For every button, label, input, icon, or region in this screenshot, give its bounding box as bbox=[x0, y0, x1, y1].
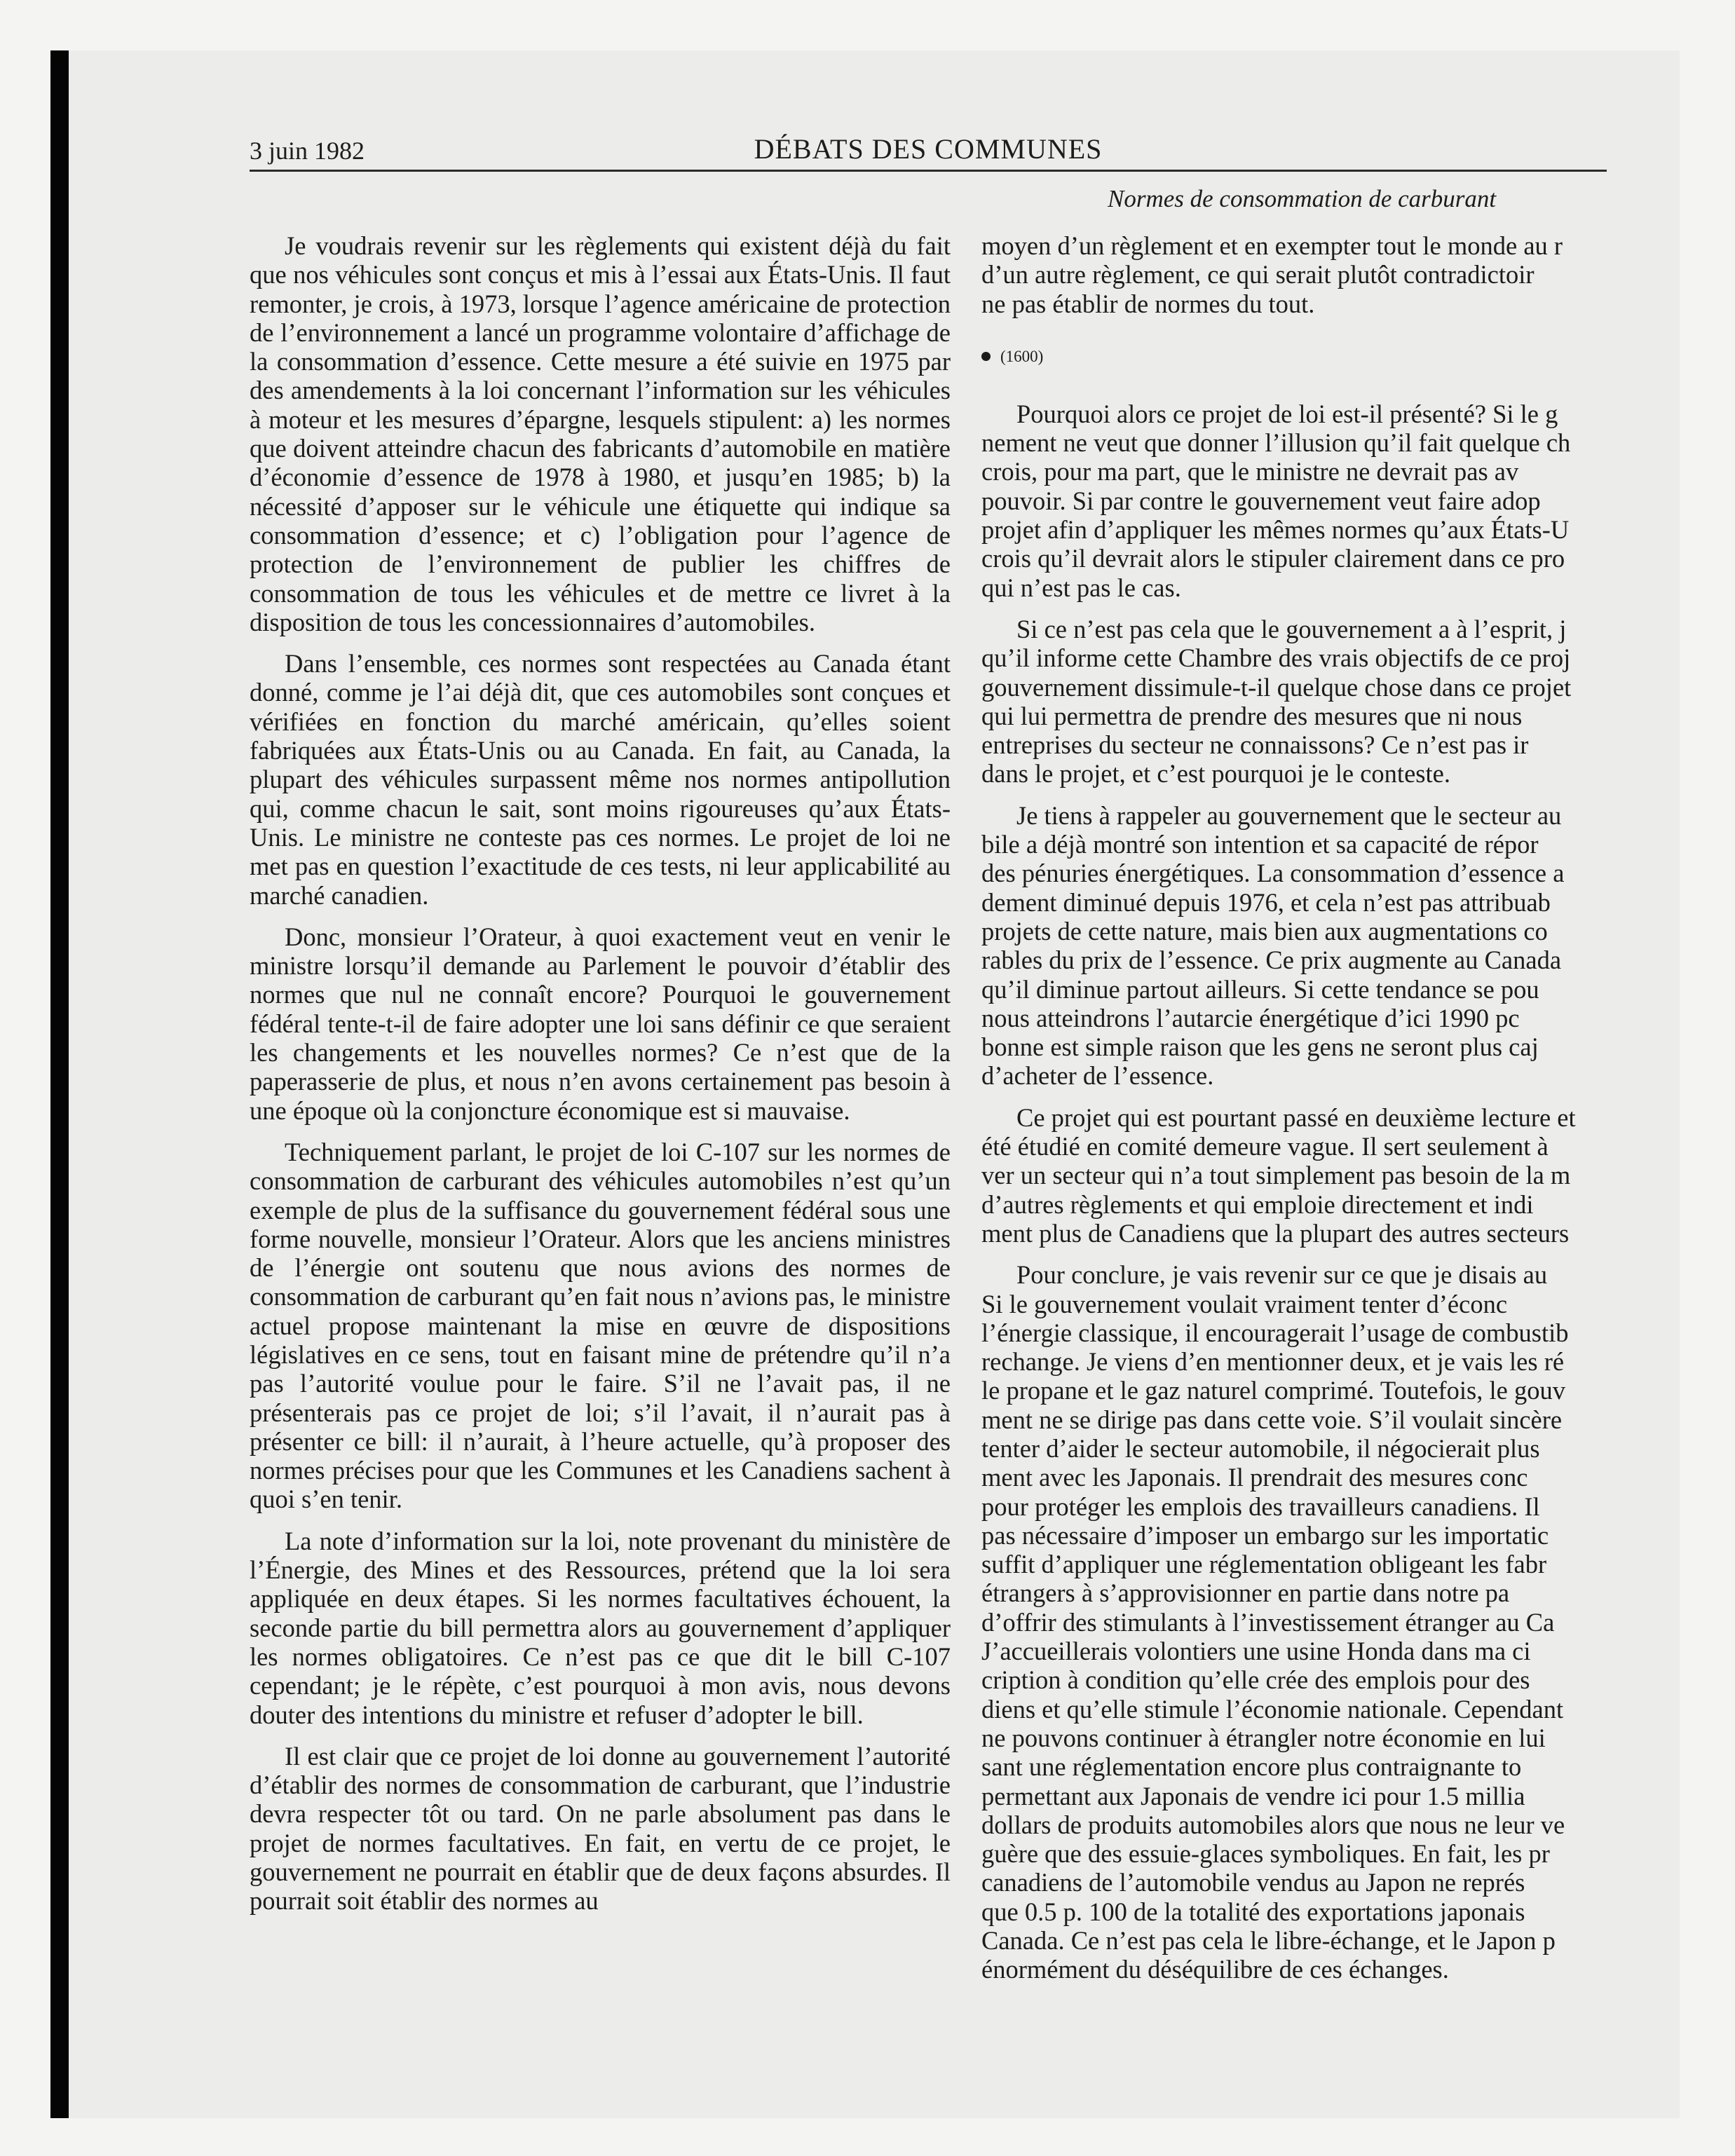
paragraph: Dans l’ensemble, ces normes sont respectées au Canada étant donné, comme je l’ai déjà dit, que ces automobiles sont conçues et vérifiées en fonction du marché américain, qu’elles soient fabriquées aux États-Unis ou au Canada. En fait, au Canada, la plupart des véhicules surpassent même nos normes antipollution qui, comme chacun le sait, sont moins rigoureuses qu’aux États-Unis. Le ministre ne conteste pas ces normes. Le projet de loi ne met pas en question l’exactitude de ces tests, ni leur applicabilité au marché canadien. bbox=[250, 649, 951, 910]
paragraph: Je voudrais revenir sur les règlements qui existent déjà du fait que nos véhicules sont conçus et mis à l’essai aux États-Unis. Il faut remonter, je crois, à 1973, lorsque l’agence américaine de protection de l’environnement a lancé un programme volontaire d’affichage de la consommation d’essence. Cette mesure a été suivie en 1975 par des amendements à la loi concernant l’information sur les véhicules à moteur et les mesures d’épargne, lesquels stipulent: a) les normes que doivent atteindre chacun des fabricants d’automobile en matière d’économie d’essence de 1978 à 1980, et jusqu’en 1985; b) la nécessité d’apposer sur le véhicule une étiquette qui indique sa consommation d’essence; et c) l’obligation pour l’agence de protection de l’environnement de publier les chiffres de consommation de tous les véhicules et de mettre ce livret à la disposition de tous les concessionnaires d’automobiles. bbox=[250, 231, 951, 636]
text-line: dement diminué depuis 1976, et cela n’est pas attribuab bbox=[981, 887, 1551, 917]
text-line: canadiens de l’automobile vendus au Japon ne représ bbox=[981, 1868, 1525, 1897]
text-line: dans le projet, et c’est pourquoi je le conteste. bbox=[981, 759, 1450, 789]
text-line: cription à condition qu’elle crée des emplois pour des bbox=[981, 1665, 1530, 1695]
text-line: crois qu’il devrait alors le stipuler clairement dans ce pro bbox=[981, 544, 1565, 573]
text-line: J’accueillerais volontiers une usine Honda dans ma ci bbox=[981, 1637, 1531, 1666]
text-line: sant une réglementation encore plus contraignante to bbox=[981, 1752, 1522, 1782]
text-line: ver un secteur qui n’a tout simplement pas besoin de la m bbox=[981, 1161, 1571, 1190]
text-line: Pour conclure, je vais revenir sur ce que je disais au bbox=[1016, 1260, 1548, 1290]
text-line: ment plus de Canadiens que la plupart des autres secteurs bbox=[981, 1218, 1570, 1248]
text-line: d’un autre règlement, ce qui serait plutôt contradictoir bbox=[981, 260, 1535, 289]
text-line: entreprises du secteur ne connaissons? Ce n’est pas ir bbox=[981, 730, 1529, 760]
text-line: des pénuries énergétiques. La consommation d’essence a bbox=[981, 859, 1565, 888]
text-line: Si le gouvernement voulait vraiment tenter d’éconc bbox=[981, 1289, 1508, 1318]
text-line: qu’il informe cette Chambre des vrais objectifs de ce proj bbox=[981, 643, 1571, 673]
text-line: suffit d’appliquer une réglementation obligeant les fabr bbox=[981, 1550, 1547, 1579]
header-journal-title: DÉBATS DES COMMUNES bbox=[754, 133, 1103, 165]
text-line: dollars de produits automobiles alors que nous ne leur ve bbox=[981, 1810, 1565, 1839]
text-line: projet afin d’appliquer les mêmes normes qu’aux États-U bbox=[981, 515, 1570, 545]
text-line: que 0.5 p. 100 de la totalité des exportations japonais bbox=[981, 1897, 1525, 1926]
paragraph bbox=[981, 1103, 1607, 1248]
paragraph bbox=[981, 1260, 1607, 1984]
text-line: Canada. Ce n’est pas cela le libre-échange, et le Japon p bbox=[981, 1926, 1556, 1956]
text-line: rechange. Je viens d’en mentionner deux, et je vais les ré bbox=[981, 1347, 1565, 1377]
text-line: Je tiens à rappeler au gouvernement que le secteur au bbox=[1016, 800, 1562, 830]
text-line: tenter d’aider le secteur automobile, il négocierait plus bbox=[981, 1433, 1540, 1463]
timestamp-marker bbox=[981, 346, 1607, 367]
header-date: 3 juin 1982 bbox=[250, 137, 365, 165]
text-line: projets de cette nature, mais bien aux augmentations co bbox=[981, 916, 1548, 946]
text-line: qu’il diminue partout ailleurs. Si cette tendance se pou bbox=[981, 974, 1539, 1004]
text-line: nous atteindrons l’autarcie énergétique d’ici 1990 pc bbox=[981, 1003, 1520, 1032]
paragraph: Techniquement parlant, le projet de loi C-107 sur les normes de consommation de carburant des véhicules automobiles n’est qu’un exemple de plus de la suffisance du gouvernement fédéral sous une forme nouvelle, monsieur l’Orateur. Alors que les anciens ministres de l’énergie ont soutenu que nous avions des normes de consommation de carburant qu’en fait nous n’avions pas, le ministre actuel propose maintenant la mise en œuvre de dispositions législatives en ce sens, tout en faisant mine de prétendre qu’il n’a pas l’autorité voulue pour le faire. S’il ne l’avait pas, il ne présenterais pas ce projet de loi; s’il l’avait, il n’aurait pas à présenter ce bill: il n’aurait, à l’heure actuelle, qu’à proposer des normes précises pour que les Communes et les Canadiens sachent à quoi s’en tenir. bbox=[250, 1137, 951, 1514]
header-subject: Normes de consommation de carburant bbox=[1108, 185, 1497, 212]
paragraph bbox=[981, 400, 1607, 602]
paragraph: La note d’information sur la loi, note provenant du ministère de l’Énergie, des Mines et des Ressources, prétend que la loi sera appliquée en deux étapes. Si les normes facultatives échouent, la seconde partie du bill permettra alors au gouvernement d’appliquer les normes obligatoires. Ce n’est pas ce que dit le bill C-107 cependant; je le répète, c’est pourquoi à mon avis, nous devons douter des intentions du ministre et refuser d’adopter le bill. bbox=[250, 1526, 951, 1729]
text-line: pas nécessaire d’imposer un embargo sur les importatic bbox=[981, 1520, 1549, 1550]
text-line: Si ce n’est pas cela que le gouvernement a à l’esprit, j bbox=[1016, 614, 1567, 643]
text-line: ne pas établir de normes du tout. bbox=[981, 289, 1315, 318]
text-line: crois, pour ma part, que le ministre ne devrait pas av bbox=[981, 457, 1519, 486]
continuation-paragraph bbox=[981, 231, 1607, 318]
right-column bbox=[981, 231, 1607, 2082]
text-line: diens et qu’elle stimule l’économie nationale. Cependant bbox=[981, 1694, 1564, 1724]
text-line: d’offrir des stimulants à l’investissement étranger au Ca bbox=[981, 1607, 1555, 1637]
page-header bbox=[250, 133, 1607, 172]
text-line: qui lui permettra de prendre des mesures que ni nous bbox=[981, 701, 1523, 730]
text-line: Ce projet qui est pourtant passé en deuxième lecture et bbox=[1016, 1103, 1576, 1132]
text-line: nement ne veut que donner l’illusion qu’il fait quelque ch bbox=[981, 428, 1571, 458]
text-line: pouvoir. Si par contre le gouvernement veut faire adop bbox=[981, 486, 1541, 515]
timestamp-text: (1600) bbox=[1000, 347, 1044, 365]
scan-edge-bar bbox=[50, 50, 69, 2118]
text-line: énormément du déséquilibre de ces échanges. bbox=[981, 1955, 1449, 1984]
text-line: l’énergie classique, il encouragerait l’usage de combustib bbox=[981, 1318, 1569, 1347]
right-paragraphs bbox=[981, 400, 1607, 1984]
left-column bbox=[250, 231, 951, 1928]
text-line: qui n’est pas le cas. bbox=[981, 573, 1181, 602]
paragraph: Il est clair que ce projet de loi donne au gouvernement l’autorité d’établir des normes de consommation de carburant, que l’industrie devra respecter tôt ou tard. On ne parle absolument pas dans le projet de normes facultatives. En fait, en vertu de ce projet, le gouvernement ne pourrait en établir que de deux façons absurdes. Il pourrait soit établir des normes au bbox=[250, 1741, 951, 1916]
text-line: Pourquoi alors ce projet de loi est-il présenté? Si le g bbox=[1016, 399, 1558, 428]
paragraph: Donc, monsieur l’Orateur, à quoi exactement veut en venir le ministre lorsqu’il demande au Parlement le pouvoir d’établir des normes que nul ne connaît encore? Pourquoi le gouvernement fédéral tente-t-il de faire adopter une loi sans définir ce que seraient les changements et les nouvelles normes? Ce n’est que de la paperasserie de plus, et nous n’en avons certainement pas besoin à une époque où la conjoncture économique est si mauvaise. bbox=[250, 922, 951, 1125]
text-line: bile a déjà montré son intention et sa capacité de répor bbox=[981, 830, 1539, 859]
text-line: guère que des essuie-glaces symboliques. En fait, les pr bbox=[981, 1839, 1550, 1869]
paragraph bbox=[981, 615, 1607, 789]
text-line: ment ne se dirige pas dans cette voie. S’il voulait sincère bbox=[981, 1405, 1563, 1434]
text-line: ne pouvons continuer à étrangler notre économie en lui bbox=[981, 1723, 1546, 1752]
text-line: d’acheter de l’essence. bbox=[981, 1061, 1214, 1091]
text-line: étrangers à s’approvisionner en partie dans notre pa bbox=[981, 1578, 1510, 1608]
text-line: moyen d’un règlement et en exempter tout le monde au r bbox=[981, 231, 1563, 260]
text-line: été étudié en comité demeure vague. Il sert seulement à bbox=[981, 1132, 1549, 1161]
text-line: rables du prix de l’essence. Ce prix augmente au Canada bbox=[981, 946, 1562, 975]
text-line: gouvernement dissimule-t-il quelque chose dans ce projet bbox=[981, 672, 1572, 702]
text-line: le propane et le gaz naturel comprimé. Toutefois, le gouv bbox=[981, 1376, 1565, 1405]
text-line: bonne est simple raison que les gens ne seront plus caj bbox=[981, 1032, 1539, 1062]
text-line: pour protéger les emplois des travailleurs canadiens. Il bbox=[981, 1492, 1540, 1521]
paragraph bbox=[981, 801, 1607, 1091]
bullet-icon bbox=[981, 352, 991, 361]
text-line: ment avec les Japonais. Il prendrait des mesures conc bbox=[981, 1463, 1528, 1492]
text-line: permettant aux Japonais de vendre ici pour 1.5 millia bbox=[981, 1781, 1525, 1810]
text-line: d’autres règlements et qui emploie directement et indi bbox=[981, 1189, 1534, 1219]
